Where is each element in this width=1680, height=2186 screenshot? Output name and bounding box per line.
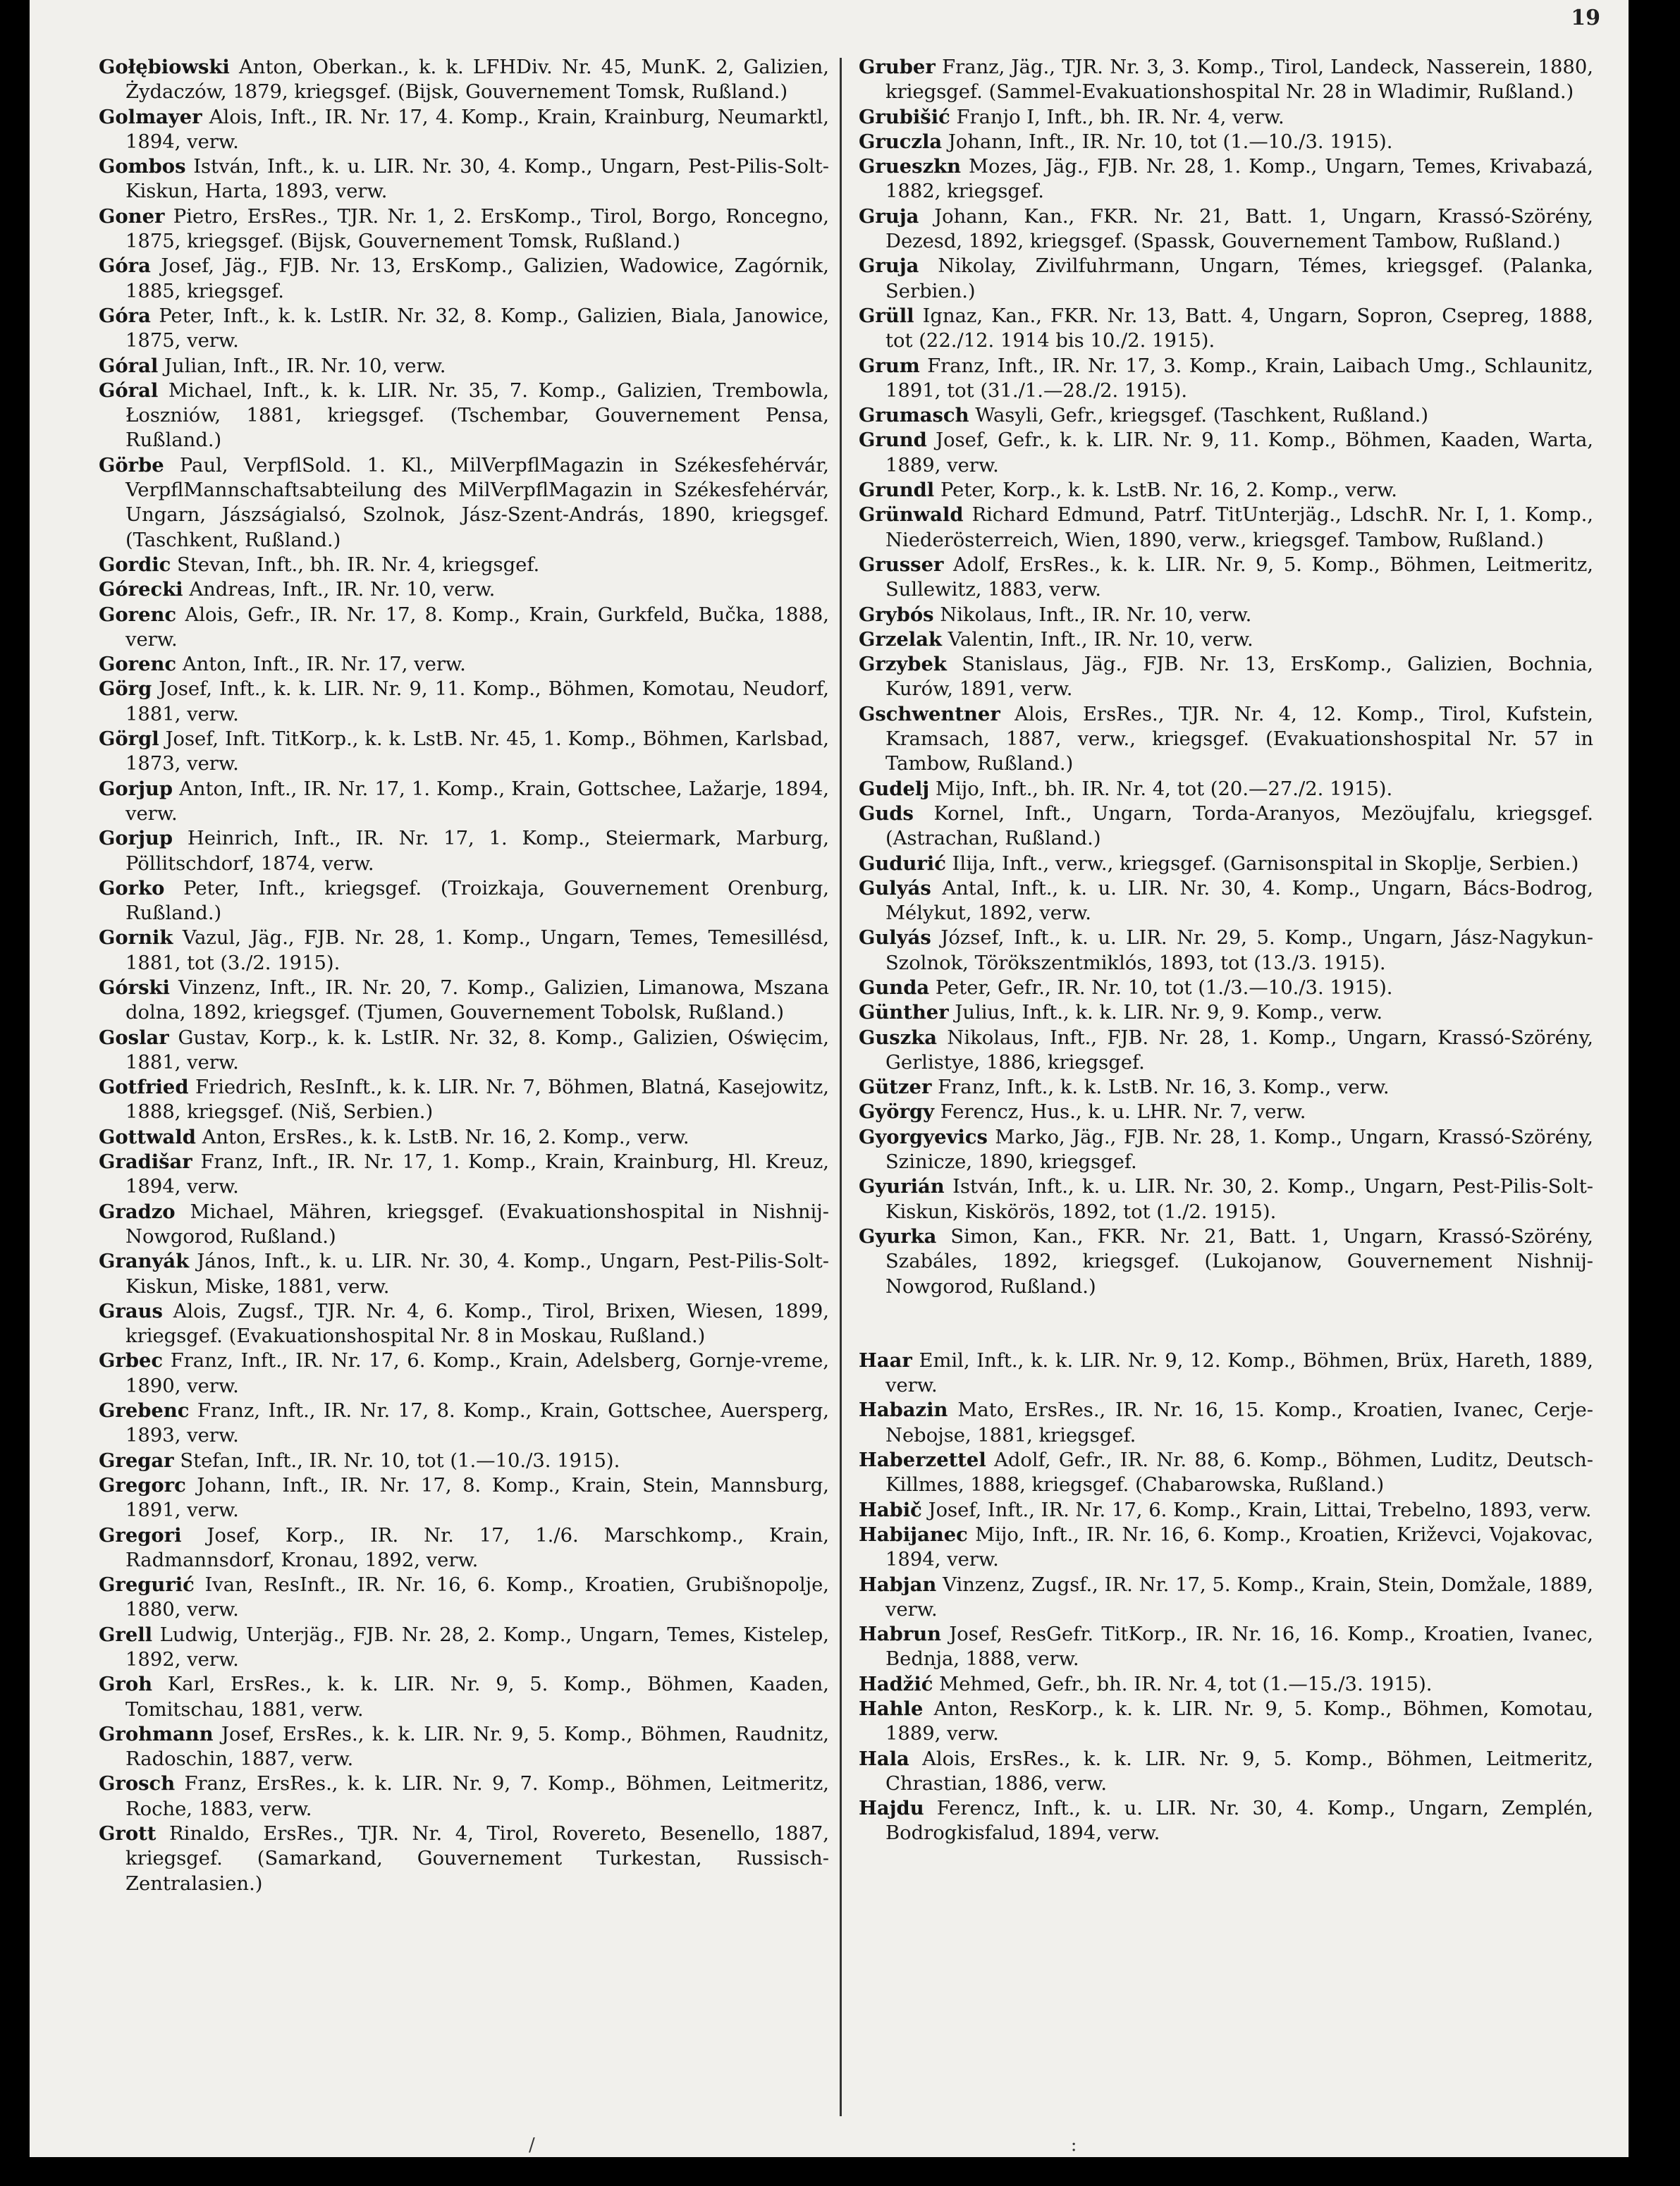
entry-surname: Goner [99, 204, 165, 228]
entry-surname: Gottwald [99, 1125, 196, 1148]
entry-details: Josef, ErsRes., k. k. LIR. Nr. 9, 5. Komp., Böhmen, Raudnitz, Radoschin, 1887, verw. [125, 1723, 829, 1771]
entry-details: Alois, Inft., IR. Nr. 17, 4. Komp., Krain, Krainburg, Neumarktl, 1894, verw. [125, 106, 829, 153]
list-item [859, 304, 1593, 354]
list-item [859, 1125, 1593, 1175]
entry-details: Ivan, ResInft., IR. Nr. 16, 6. Komp., Kroatien, Grubišnopolje, 1880, verw. [125, 1574, 829, 1621]
list-item [99, 1573, 829, 1623]
entry-details: Nikolaus, Inft., IR. Nr. 10, verw. [940, 603, 1252, 626]
entry-details: Franz, Inft., IR. Nr. 17, 8. Komp., Krain, Gottschee, Auersperg, 1893, verw. [125, 1400, 829, 1447]
entry-surname: Görgl [99, 727, 159, 751]
entry-details: Julius, Inft., k. k. LIR. Nr. 9, 9. Komp., verw. [955, 1002, 1383, 1024]
list-item [99, 826, 829, 876]
entry-surname: Gołębiowski [99, 56, 230, 78]
list-item [859, 254, 1593, 304]
list-item [99, 777, 829, 827]
list-item [99, 1200, 829, 1250]
list-item [99, 1623, 829, 1673]
list-item [859, 1000, 1593, 1025]
entry-surname: Habazin [859, 1399, 948, 1422]
list-item [859, 553, 1593, 603]
entry-surname: Graus [99, 1299, 163, 1322]
entry-details: Simon, Kan., FKR. Nr. 21, Batt. 1, Ungarn, Krassó-Szörény, Szabáles, 1892, kriegsgef. (Lukojanow, Gouvernement Nishnij-Nowgorod, Rußland.) [885, 1225, 1593, 1298]
list-item [99, 677, 829, 727]
entry-details: Peter, Korp., k. k. LstB. Nr. 16, 2. Komp., verw. [940, 479, 1397, 502]
list-item [99, 1249, 829, 1299]
list-item [99, 1672, 829, 1722]
entry-surname: Grünwald [859, 503, 964, 527]
entry-surname: Góral [99, 354, 159, 377]
entry-surname: Golmayer [99, 105, 202, 128]
entry-details: Wasyli, Gefr., kriegsgef. (Taschkent, Rußland.) [975, 405, 1429, 427]
entry-surname: Habič [859, 1498, 922, 1521]
entry-details: Ilija, Inft., verw., kriegsgef. (Garnisonspital in Skoplje, Serbien.) [952, 852, 1579, 875]
entry-details: Vinzenz, Zugsf., IR. Nr. 17, 5. Komp., Krain, Stein, Domžale, 1889, verw. [885, 1573, 1593, 1621]
entry-details: Marko, Jäg., FJB. Nr. 28, 1. Komp., Ungarn, Krassó-Szörény, Szinicze, 1890, kriegsgef. [885, 1126, 1593, 1174]
list-item [859, 926, 1593, 976]
entry-details: Franz, Inft., IR. Nr. 17, 1. Komp., Krain, Krainburg, Hl. Kreuz, 1894, verw. [125, 1151, 830, 1198]
entry-surname: Gregar [99, 1449, 174, 1472]
list-item [99, 652, 829, 677]
list-item [99, 55, 829, 105]
list-item [859, 1697, 1593, 1747]
entry-surname: Habjan [859, 1573, 937, 1596]
entry-details: Johann, Kan., FKR. Nr. 21, Batt. 1, Ungarn, Krassó-Szörény, Dezesd, 1892, kriegsgef. (Spassk, Gouvernement Tambow, Rußland.) [885, 205, 1593, 253]
list-item [859, 478, 1593, 503]
entry-surname: Grum [859, 354, 920, 377]
list-item [859, 354, 1593, 404]
entry-details: Heinrich, Inft., IR. Nr. 17, 1. Komp., Steiermark, Marburg, Pöllitschdorf, 1874, verw. [125, 828, 829, 875]
entry-surname: Gruczla [859, 130, 943, 153]
list-item [859, 976, 1593, 1000]
entry-details: Alois, ErsRes., TJR. Nr. 4, 12. Komp., Tirol, Kufstein, Kramsach, 1887, verw., kriegsgef. (Evakuationshospital Nr. 57 in Tambow, Rußland.) [885, 703, 1593, 775]
list-item [859, 1747, 1593, 1797]
list-item [99, 1125, 829, 1150]
entry-details: Johann, Inft., IR. Nr. 17, 8. Komp., Krain, Stein, Mannsburg, 1891, verw. [125, 1474, 829, 1522]
entry-surname: Grybós [859, 603, 934, 626]
entry-surname: Gruja [859, 204, 919, 228]
entry-details: Ignaz, Kan., FKR. Nr. 13, Batt. 4, Ungarn, Sopron, Csepreg, 1888, tot (22./12. 1914 bis 10./2. 1915). [885, 305, 1593, 352]
entry-details: Friedrich, ResInft., k. k. LIR. Nr. 7, Böhmen, Blatná, Kasejowitz, 1888, kriegsgef. (Niš, Serbien.) [125, 1076, 829, 1124]
entry-details: Karl, ErsRes., k. k. LIR. Nr. 9, 5. Komp., Böhmen, Kaaden, Tomitschau, 1881, verw. [125, 1674, 829, 1721]
entry-details: Anton, Inft., IR. Nr. 17, verw. [182, 653, 466, 676]
entry-surname: György [859, 1100, 935, 1124]
list-item [859, 1672, 1593, 1697]
entry-details: Franz, ErsRes., k. k. LIR. Nr. 9, 7. Komp., Böhmen, Leitmeritz, Roche, 1883, verw. [125, 1773, 829, 1820]
entry-surname: Grund [859, 429, 927, 452]
entry-details: Franz, Inft., k. k. LstB. Nr. 16, 3. Komp., verw. [938, 1076, 1390, 1099]
entry-details: Vinzenz, Inft., IR. Nr. 20, 7. Komp., Galizien, Limanowa, Mszana dolna, 1892, kriegsgef. (Tjumen, Gouvernement Tobolsk, Rußland.) [125, 976, 829, 1024]
entry-details: Stevan, Inft., bh. IR. Nr. 4, kriegsgef. [177, 553, 540, 576]
entry-details: Paul, VerpflSold. 1. Kl., MilVerpflMagazin in Székesfehérvár, VerpflMannschaftsabteilung des MilVerpflMagazin in Székesfehérvár, Ungarn, Jászságialsó, Szolnok, Jász-Szent-András, 1890, kriegsgef. (Taschkent, Rußland.) [125, 454, 829, 551]
entry-surname: Goslar [99, 1026, 169, 1049]
list-item [859, 702, 1593, 777]
list-item [859, 204, 1593, 254]
entry-details: Michael, Mähren, kriegsgef. (Evakuationshospital in Nishnij-Nowgorod, Rußland.) [125, 1201, 829, 1248]
entry-surname: Haberzettel [859, 1449, 986, 1472]
entry-details: Alois, Gefr., IR. Nr. 17, 8. Komp., Krain, Gurkfeld, Bučka, 1888, verw. [125, 603, 829, 651]
document-page [30, 0, 1629, 2157]
entry-details: Johann, Inft., IR. Nr. 10, tot (1.—10./3. 1915). [948, 130, 1393, 153]
column-divider [840, 58, 842, 2116]
entry-details: Julian, Inft., IR. Nr. 10, verw. [164, 355, 446, 377]
entry-details: Mijo, Inft., bh. IR. Nr. 4, tot (20.—27./2. 1915). [935, 778, 1393, 800]
entry-surname: Gulyás [859, 876, 931, 899]
entry-surname: Gregorc [99, 1473, 186, 1497]
entry-surname: Hahle [859, 1697, 924, 1720]
list-item [99, 1299, 829, 1349]
list-item [99, 1075, 829, 1125]
entry-details: Nikolay, Zivilfuhrmann, Ungarn, Témes, kriegsgef. (Palanka, Serbien.) [885, 255, 1593, 302]
entry-details: Alois, ErsRes., k. k. LIR. Nr. 9, 5. Komp., Böhmen, Leitmeritz, Chrastian, 1886, verw. [885, 1748, 1593, 1795]
entry-surname: Hala [859, 1747, 909, 1770]
entry-details: Mehmed, Gefr., bh. IR. Nr. 4, tot (1.—15./3. 1915). [939, 1673, 1433, 1695]
list-item [859, 1498, 1593, 1523]
list-item [99, 603, 829, 653]
entry-details: Stefan, Inft., IR. Nr. 10, tot (1.—10./3. 1915). [180, 1449, 620, 1472]
entry-details: Josef, Inft. TitKorp., k. k. LstB. Nr. 45, 1. Komp., Böhmen, Karlsbad, 1873, verw. [125, 728, 829, 775]
entry-details: Ferencz, Inft., k. u. LIR. Nr. 30, 4. Komp., Ungarn, Zemplén, Bodrogkisfalud, 1894, verw. [885, 1798, 1593, 1845]
list-item [859, 802, 1593, 852]
entry-details: Josef, Korp., IR. Nr. 17, 1./6. Marschkomp., Krain, Radmannsdorf, Kronau, 1892, verw. [125, 1524, 830, 1571]
entry-surname: Günther [859, 1001, 949, 1024]
list-item [99, 354, 829, 379]
entry-details: Mato, ErsRes., IR. Nr. 16, 15. Komp., Kroatien, Ivanec, Cerje-Nebojse, 1881, kriegsgef. [885, 1399, 1593, 1447]
entry-details: Josef, ResGefr. TitKorp., IR. Nr. 16, 16. Komp., Kroatien, Ivanec, Bednja, 1888, verw. [885, 1623, 1593, 1671]
entry-surname: Gschwentner [859, 702, 1000, 725]
entry-surname: Górski [99, 976, 170, 999]
entry-surname: Grell [99, 1623, 153, 1646]
list-item [99, 105, 829, 155]
scan-marks [529, 2135, 1613, 2156]
entry-surname: Gradzo [99, 1200, 176, 1223]
entry-surname: Gotfried [99, 1076, 189, 1099]
entry-surname: Gradišar [99, 1150, 192, 1174]
list-item [859, 1796, 1593, 1846]
entry-details: Antal, Inft., k. u. LIR. Nr. 30, 4. Komp., Ungarn, Bács-Bodrog, Mélykut, 1892, verw. [885, 877, 1593, 925]
list-item [859, 1026, 1593, 1076]
list-item [99, 1399, 829, 1449]
entry-details: István, Inft., k. u. LIR. Nr. 30, 4. Komp., Ungarn, Pest-Pilis-Solt-Kiskun, Harta, 1893, verw. [125, 156, 829, 203]
section-gap [859, 1299, 1593, 1349]
entry-surname: Grzelak [859, 627, 942, 651]
list-item [859, 627, 1593, 652]
entry-surname: Hajdu [859, 1797, 924, 1820]
list-item [99, 577, 829, 602]
entry-details: Peter, Inft., k. k. LstIR. Nr. 32, 8. Komp., Galizien, Biala, Janowice, 1875, verw. [125, 305, 829, 352]
entry-surname: Grüll [859, 304, 914, 327]
entry-surname: Gorenc [99, 653, 177, 676]
entry-details: Ferencz, Hus., k. u. LHR. Nr. 7, verw. [940, 1101, 1306, 1124]
entry-surname: Gyurián [859, 1175, 945, 1198]
entry-surname: Guszka [859, 1026, 938, 1049]
list-item [99, 1349, 829, 1399]
entry-surname: Gyorgyevics [859, 1125, 988, 1148]
list-item [859, 154, 1593, 204]
list-item [99, 1449, 829, 1473]
entry-surname: Habijanec [859, 1523, 968, 1546]
entry-details: Anton, ResKorp., k. k. LIR. Nr. 9, 5. Komp., Böhmen, Komotau, 1889, verw. [885, 1698, 1593, 1745]
list-item [99, 453, 829, 553]
entry-details: Gustav, Korp., k. k. LstIR. Nr. 32, 8. Komp., Galizien, Oświęcim, 1881, verw. [125, 1026, 829, 1074]
entry-details: Franz, Jäg., TJR. Nr. 3, 3. Komp., Tirol, Landeck, Nasserein, 1880, kriegsgef. (Sammel-Evakuationshospital Nr. 28 in Wladimir, Rußland.) [885, 56, 1593, 104]
entry-details: Vazul, Jäg., FJB. Nr. 28, 1. Komp., Ungarn, Temes, Temesillésd, 1881, tot (3./2. 1915). [125, 927, 829, 974]
entry-details: Richard Edmund, Patrf. TitUnterjäg., LdschR. Nr. I, 1. Komp., Niederösterreich, Wien, 1890, verw., kriegsgef. Tambow, Rußland.) [885, 504, 1593, 551]
entry-details: Stanislaus, Jäg., FJB. Nr. 13, ErsKomp., Galizien, Bochnia, Kurów, 1891, verw. [885, 653, 1593, 701]
list-item [859, 1174, 1593, 1224]
entry-surname: Grueszkn [859, 155, 962, 178]
entry-details: Anton, ErsRes., k. k. LstB. Nr. 16, 2. Komp., verw. [202, 1126, 689, 1148]
list-item [99, 254, 829, 304]
list-item [859, 1398, 1593, 1448]
entry-details: Valentin, Inft., IR. Nr. 10, verw. [948, 628, 1253, 651]
list-item [859, 1100, 1593, 1124]
entry-surname: Gorenc [99, 603, 177, 626]
list-item [99, 1150, 829, 1200]
entry-surname: Görg [99, 677, 152, 701]
entry-details: Ludwig, Unterjäg., FJB. Nr. 28, 2. Komp., Ungarn, Temes, Kistelep, 1892, verw. [125, 1623, 829, 1671]
list-item [859, 1523, 1593, 1573]
entry-surname: Gruja [859, 254, 919, 278]
entry-details: Andreas, Inft., IR. Nr. 10, verw. [189, 579, 496, 601]
entry-surname: Góra [99, 304, 151, 327]
entry-details: Anton, Oberkan., k. k. LFHDiv. Nr. 45, MunK. 2, Galizien, Żydaczów, 1879, kriegsgef. (Bijsk, Gouvernement Tomsk, Rußland.) [125, 56, 829, 104]
entry-surname: Gorjup [99, 777, 173, 800]
entry-details: Anton, Inft., IR. Nr. 17, 1. Komp., Krain, Gottschee, Lažarje, 1894, verw. [125, 778, 829, 825]
scan-mark-dots: : [1070, 2135, 1077, 2156]
entry-details: Josef, Jäg., FJB. Nr. 13, ErsKomp., Galizien, Wadowice, Zagórnik, 1885, kriegsgef. [125, 255, 829, 302]
list-item [99, 1523, 829, 1573]
entry-surname: Grundl [859, 479, 935, 502]
entry-details: Josef, Inft., k. k. LIR. Nr. 9, 11. Komp., Böhmen, Komotau, Neudorf, 1881, verw. [125, 678, 829, 725]
entry-surname: Grusser [859, 553, 944, 576]
list-item [859, 876, 1593, 926]
entry-details: Franz, Inft., IR. Nr. 17, 6. Komp., Krain, Adelsberg, Gornje-vreme, 1890, verw. [125, 1350, 829, 1397]
entry-surname: Gruber [859, 56, 936, 78]
list-item [859, 1349, 1593, 1399]
entry-details: Franjo I, Inft., bh. IR. Nr. 4, verw. [956, 106, 1284, 128]
list-item [859, 403, 1593, 428]
entry-details: Pietro, ErsRes., TJR. Nr. 1, 2. ErsKomp., Tirol, Borgo, Roncegno, 1875, kriegsgef. (Bijsk, Gouvernement Tomsk, Rußland.) [125, 205, 829, 253]
entry-surname: Guds [859, 802, 914, 825]
entry-surname: Gyurka [859, 1224, 937, 1248]
entry-details: Franz, Inft., IR. Nr. 17, 3. Komp., Krain, Laibach Umg., Schlaunitz, 1891, tot (31./1.—28./2. 1915). [885, 355, 1593, 402]
list-item [859, 852, 1593, 876]
entry-surname: Habrun [859, 1623, 942, 1646]
list-item [859, 1075, 1593, 1100]
entry-surname: Görbe [99, 453, 164, 477]
entry-surname: Grott [99, 1822, 157, 1846]
entry-details: Josef, Inft., IR. Nr. 17, 6. Komp., Krain, Littai, Trebelno, 1893, verw. [928, 1499, 1592, 1521]
list-item [99, 1722, 829, 1772]
right-column [859, 55, 1593, 1846]
entry-surname: Górecki [99, 578, 183, 601]
list-item [859, 1573, 1593, 1623]
entry-details: Peter, Inft., kriegsgef. (Troizkaja, Gouvernement Orenburg, Rußland.) [125, 877, 829, 925]
list-item [99, 204, 829, 254]
list-item [99, 1473, 829, 1523]
list-item [859, 652, 1593, 702]
entry-details: Mijo, Inft., IR. Nr. 16, 6. Komp., Kroatien, Križevci, Vojakovac, 1894, verw. [885, 1523, 1593, 1571]
entry-details: Peter, Gefr., IR. Nr. 10, tot (1./3.—10./3. 1915). [935, 976, 1393, 999]
entry-surname: Grohmann [99, 1722, 214, 1745]
list-item [859, 1448, 1593, 1498]
entry-surname: Gordic [99, 553, 171, 576]
list-item [99, 379, 829, 453]
entry-details: János, Inft., k. u. LIR. Nr. 30, 4. Komp., Ungarn, Pest-Pilis-Solt-Kiskun, Miske, 1881, verw. [125, 1251, 829, 1298]
entry-details: Michael, Inft., k. k. LIR. Nr. 35, 7. Komp., Galizien, Trembowla, Łoszniów, 1881, kriegsgef. (Tschembar, Gouvernement Pensa, Rußland.) [125, 379, 829, 452]
entry-surname: Gunda [859, 976, 930, 999]
list-item [99, 1771, 829, 1822]
entry-surname: Gudelj [859, 777, 930, 800]
entry-surname: Gorjup [99, 827, 173, 850]
entry-surname: Hadžić [859, 1672, 933, 1695]
entry-surname: Gützer [859, 1076, 932, 1099]
entry-surname: Groh [99, 1673, 153, 1696]
entry-details: István, Inft., k. u. LIR. Nr. 30, 2. Komp., Ungarn, Pest-Pilis-Solt-Kiskun, Kiskörös, 1892, tot (1./2. 1915). [885, 1176, 1593, 1223]
entry-details: Emil, Inft., k. k. LIR. Nr. 9, 12. Komp., Böhmen, Brüx, Hareth, 1889, verw. [885, 1349, 1593, 1397]
list-item [99, 304, 829, 354]
list-item [859, 105, 1593, 130]
entry-surname: Gregori [99, 1523, 182, 1547]
entry-surname: Granyák [99, 1250, 190, 1273]
list-item [859, 777, 1593, 802]
list-item [859, 1622, 1593, 1672]
list-item [99, 154, 829, 204]
entry-details: Kornel, Inft., Ungarn, Torda-Aranyos, Mezöujfalu, kriegsgef. (Astrachan, Rußland.) [885, 802, 1593, 850]
entry-surname: Gudurić [859, 852, 946, 875]
entry-surname: Góra [99, 254, 151, 278]
list-item [99, 553, 829, 577]
list-item [859, 428, 1593, 478]
entry-details: Nikolaus, Inft., FJB. Nr. 28, 1. Komp., Ungarn, Krassó-Szörény, Gerlistye, 1886, kriegsgef. [885, 1026, 1593, 1074]
entry-details: Josef, Gefr., k. k. LIR. Nr. 9, 11. Komp., Böhmen, Kaaden, Warta, 1889, verw. [885, 429, 1593, 477]
entry-details: Rinaldo, ErsRes., TJR. Nr. 4, Tirol, Rovereto, Besenello, 1887, kriegsgef. (Samarkand, Gouvernement Turkestan, Russisch-Zentralasien.) [125, 1823, 829, 1895]
entry-surname: Gulyás [859, 926, 931, 950]
list-item [99, 926, 829, 976]
list-item [859, 130, 1593, 154]
section-g-entries [859, 55, 1593, 1299]
entry-surname: Gombos [99, 155, 186, 178]
entry-details: Adolf, ErsRes., k. k. LIR. Nr. 9, 5. Komp., Böhmen, Leitmeritz, Sullewitz, 1883, verw. [885, 553, 1593, 601]
entry-surname: Gornik [99, 926, 173, 950]
entry-details: Mozes, Jäg., FJB. Nr. 28, 1. Komp., Ungarn, Temes, Krivabazá, 1882, kriegsgef. [885, 156, 1593, 203]
entry-details: Adolf, Gefr., IR. Nr. 88, 6. Komp., Böhmen, Luditz, Deutsch-Killmes, 1888, kriegsgef. (Chabarowska, Rußland.) [885, 1449, 1593, 1497]
entry-surname: Grbec [99, 1349, 164, 1373]
list-item [99, 727, 829, 777]
scan-mark-slash: / [529, 2135, 535, 2156]
entry-details: Alois, Zugsf., TJR. Nr. 4, 6. Komp., Tirol, Brixen, Wiesen, 1899, kriegsgef. (Evakuationshospital Nr. 8 in Moskau, Rußland.) [125, 1300, 829, 1348]
entry-surname: Gorko [99, 876, 165, 899]
entry-surname: Haar [859, 1349, 912, 1372]
left-column [99, 55, 829, 1896]
list-item [859, 55, 1593, 105]
list-item [99, 1026, 829, 1076]
list-item [99, 976, 829, 1026]
list-item [99, 1822, 829, 1896]
entry-details: József, Inft., k. u. LIR. Nr. 29, 5. Komp., Ungarn, Jász-Nagykun-Szolnok, Törökszentmiklós, 1893, tot (13./3. 1915). [885, 927, 1593, 974]
entry-surname: Grumasch [859, 404, 969, 427]
entry-surname: Grubišić [859, 105, 950, 128]
entry-surname: Grosch [99, 1772, 176, 1795]
page-number: 19 [1571, 6, 1600, 30]
entry-surname: Grzybek [859, 653, 947, 676]
entry-surname: Grebenc [99, 1399, 190, 1423]
list-item [859, 503, 1593, 553]
list-item [859, 1224, 1593, 1299]
list-item [99, 876, 829, 926]
list-item [859, 603, 1593, 627]
section-h-entries [859, 1349, 1593, 1846]
entry-surname: Gregurić [99, 1573, 195, 1597]
entry-surname: Góral [99, 379, 159, 402]
